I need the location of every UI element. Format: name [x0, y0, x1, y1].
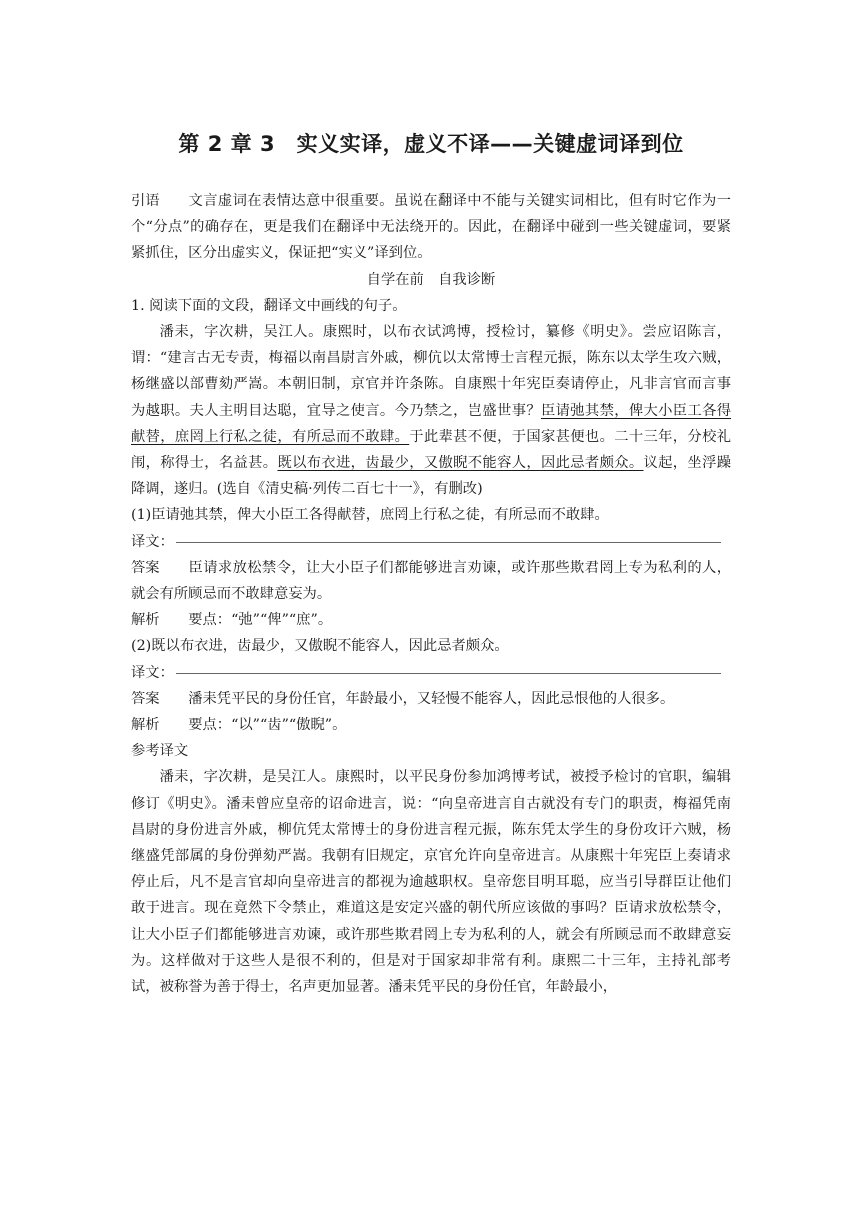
chapter-title: 第 2 章 3 实义实译，虚义不译——关键虚词译到位 — [178, 132, 684, 156]
translation-label: 译文： — [131, 664, 174, 681]
passage-paragraph — [131, 319, 731, 502]
analysis-text: 要点：“以”“齿”“傲睨”。 — [188, 717, 347, 734]
item-number: (2) — [131, 638, 152, 655]
answer-blank-line[interactable] — [176, 672, 721, 674]
analysis-paragraph-1 — [131, 607, 731, 633]
question-item-1 — [131, 502, 731, 528]
answer-text: 臣请求放松禁令，让大小臣子们都能够进言劝谏，或许那些欺君罔上专为私利的人，就会有所顾忌而不敢肆意妄为。 — [131, 559, 731, 603]
reference-label: 参考译文 — [131, 743, 189, 760]
section-heading: 自学在前 自我诊断 — [366, 271, 496, 288]
item-sentence: 臣请弛其禁，俾大小臣工各得献替，庶罔上行私之徒，有所忌而不敢肆。 — [151, 507, 609, 524]
item-sentence: 既以布衣进，齿最少，又傲睨不能容人，因此忌者颇众。 — [151, 638, 509, 655]
answer-label: 答案 — [131, 559, 160, 576]
intro-label: 引语 — [131, 193, 160, 209]
translation-line-1 — [131, 529, 731, 555]
answer-blank-line[interactable] — [176, 541, 721, 543]
intro-paragraph — [131, 188, 731, 267]
underlined-sentence-2: 既以布衣进，齿最少，又傲睨不能容人，因此忌者颇众。 — [277, 455, 644, 472]
answer-label: 答案 — [131, 690, 160, 707]
analysis-label: 解析 — [131, 612, 160, 629]
underlined-sentence-1: 臣请弛其禁，俾大小臣工各得献替，庶罔上行私之徒，有所忌而不敢肆。 — [131, 402, 732, 445]
analysis-paragraph-2 — [131, 712, 731, 738]
analysis-label: 解析 — [131, 717, 160, 734]
translation-label: 译文： — [131, 533, 174, 550]
passage-text-3: 议起，坐浮躁降调，遂归。(选自《清史稿·列传二百七十一》，有删改) — [131, 455, 732, 498]
analysis-text: 要点：“弛”“俾”“庶”。 — [188, 612, 333, 629]
question-prompt: 1. 阅读下面的文段，翻译文中画线的句子。 — [131, 297, 407, 314]
reference-translation: 潘耒，字次耕，是吴江人。康熙时，以平民身份参加鸿博考试，被授予检讨的官职，编辑修订《明史》。潘耒曾应皇帝的诏命进言，说：“向皇帝进言自古就没有专门的职责，梅福凭南昌尉的身份进言外戚，柳伉凭太常博士的身份进言程元振，陈东凭太学生的身份攻讦六贼，杨继盛凭部属的身份弹劾严嵩。我朝有旧规定，京官允许向皇帝进言。从康熙十年宪臣上奏请求停止后，凡不是言官却向皇帝进言的都视为逾越职权。皇帝您目明耳聪，应当引导群臣让他们敢于进言。现在竟然下令禁止，难道这是安定兴盛的朝代所应该做的事吗？臣请求放松禁令，让大小臣子们都能够进言劝谏，或许那些欺君罔上专为私利的人，就会有所顾忌而不敢肆意妄为。这样做对于这些人是很不利的，但是对于国家却非常有利。康熙二十三年，主持礼部考试，被称誉为善于得士，名声更加显著。潘耒凭平民的身份任官，年龄最小， — [131, 769, 731, 996]
intro-text: 文言虚词在表情达意中很重要。虽说在翻译中不能与关键实词相比，但有时它作为一个“分点”的确存在，更是我们在翻译中无法绕开的。因此，在翻译中碰到一些关键虚词，要紧紧抓住，区分出虚实义，保证把“实义”译到位。 — [131, 193, 731, 262]
answer-paragraph-2 — [131, 686, 731, 712]
answer-paragraph-1 — [131, 555, 731, 607]
item-number: (1) — [131, 507, 152, 524]
passage-text-2: 于此辈甚不便，于国家甚便也。二十三年，分校礼闱，称得士，名益甚。 — [131, 428, 732, 472]
document-body — [131, 188, 731, 1000]
passage-text-1: 潘耒，字次耕，吴江人。康熙时，以布衣试鸿博，授检讨，纂修《明史》。尝应诏陈言，谓：“建言古无专责，梅福以南昌尉言外戚，柳伉以太常博士言程元振，陈东以太学生攻六贼，杨继盛以部曹劾严嵩。本朝旧制，京官并许条陈。自康熙十年宪臣奏请停止，凡非言官而言事为越职。夫人主明目达聪，宜导之使言。今乃禁之，岂盛世事？ — [131, 324, 731, 419]
question-item-2 — [131, 633, 731, 659]
translation-line-2 — [131, 660, 731, 686]
answer-text: 潘耒凭平民的身份任官，年龄最小，又轻慢不能容人，因此忌恨他的人很多。 — [188, 690, 675, 707]
